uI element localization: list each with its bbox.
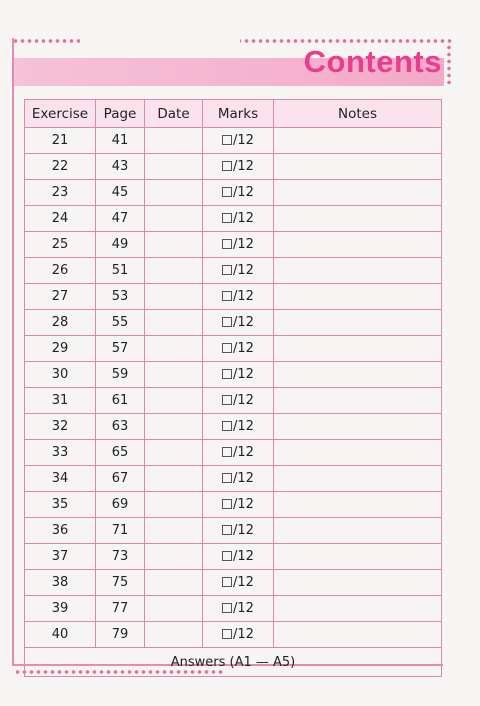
marks-total: /12 [233, 211, 254, 226]
table-row [25, 258, 442, 284]
marks-cell[interactable] [203, 492, 274, 518]
page-number: 67 [96, 466, 145, 492]
marks-cell[interactable] [203, 596, 274, 622]
checkbox-square-icon[interactable] [222, 395, 232, 405]
marks-cell[interactable] [203, 310, 274, 336]
notes-cell[interactable] [274, 232, 442, 258]
marks-total: /12 [233, 627, 254, 642]
date-cell[interactable] [145, 440, 203, 466]
date-cell[interactable] [145, 258, 203, 284]
marks-total: /12 [233, 523, 254, 538]
page-number: 65 [96, 440, 145, 466]
exercise-number: 28 [25, 310, 96, 336]
marks-total: /12 [233, 237, 254, 252]
table-row [25, 492, 442, 518]
col-header-page: Page [96, 100, 145, 128]
table-row [25, 518, 442, 544]
checkbox-square-icon[interactable] [222, 551, 232, 561]
date-cell[interactable] [145, 154, 203, 180]
marks-total: /12 [233, 445, 254, 460]
checkbox-square-icon[interactable] [222, 161, 232, 171]
notes-cell[interactable] [274, 440, 442, 466]
table-row [25, 440, 442, 466]
marks-cell[interactable] [203, 440, 274, 466]
checkbox-square-icon[interactable] [222, 499, 232, 509]
exercise-number: 32 [25, 414, 96, 440]
date-cell[interactable] [145, 388, 203, 414]
page-number: 73 [96, 544, 145, 570]
table-row [25, 596, 442, 622]
checkbox-square-icon[interactable] [222, 265, 232, 275]
table-row [25, 388, 442, 414]
table-row [25, 466, 442, 492]
page-number: 43 [96, 154, 145, 180]
marks-cell[interactable] [203, 622, 274, 648]
dotted-border-right [446, 44, 452, 84]
checkbox-square-icon[interactable] [222, 629, 232, 639]
checkbox-square-icon[interactable] [222, 317, 232, 327]
marks-cell[interactable] [203, 154, 274, 180]
table-row [25, 310, 442, 336]
checkbox-square-icon[interactable] [222, 473, 232, 483]
table-body [25, 128, 442, 648]
checkbox-square-icon[interactable] [222, 369, 232, 379]
exercise-number: 23 [25, 180, 96, 206]
checkbox-square-icon[interactable] [222, 213, 232, 223]
marks-cell[interactable] [203, 518, 274, 544]
date-cell[interactable] [145, 492, 203, 518]
marks-cell[interactable] [203, 362, 274, 388]
notes-cell[interactable] [274, 180, 442, 206]
exercise-number: 27 [25, 284, 96, 310]
marks-total: /12 [233, 367, 254, 382]
checkbox-square-icon[interactable] [222, 421, 232, 431]
notes-cell[interactable] [274, 284, 442, 310]
table-row [25, 414, 442, 440]
checkbox-square-icon[interactable] [222, 135, 232, 145]
contents-table [24, 99, 442, 677]
table-row [25, 180, 442, 206]
page-number: 45 [96, 180, 145, 206]
date-cell[interactable] [145, 622, 203, 648]
table-row [25, 622, 442, 648]
checkbox-square-icon[interactable] [222, 577, 232, 587]
page-number: 49 [96, 232, 145, 258]
checkbox-square-icon[interactable] [222, 343, 232, 353]
exercise-number: 37 [25, 544, 96, 570]
exercise-number: 36 [25, 518, 96, 544]
page-number: 79 [96, 622, 145, 648]
exercise-number: 39 [25, 596, 96, 622]
exercise-number: 25 [25, 232, 96, 258]
notes-cell[interactable] [274, 154, 442, 180]
marks-total: /12 [233, 289, 254, 304]
col-header-marks: Marks [203, 100, 274, 128]
exercise-number: 26 [25, 258, 96, 284]
marks-total: /12 [233, 159, 254, 174]
exercise-number: 38 [25, 570, 96, 596]
marks-cell[interactable] [203, 180, 274, 206]
date-cell[interactable] [145, 466, 203, 492]
date-cell[interactable] [145, 362, 203, 388]
checkbox-square-icon[interactable] [222, 603, 232, 613]
marks-total: /12 [233, 341, 254, 356]
marks-cell[interactable] [203, 128, 274, 154]
page-number: 63 [96, 414, 145, 440]
marks-cell[interactable] [203, 206, 274, 232]
exercise-number: 21 [25, 128, 96, 154]
marks-total: /12 [233, 393, 254, 408]
checkbox-square-icon[interactable] [222, 187, 232, 197]
table-row [25, 232, 442, 258]
exercise-number: 40 [25, 622, 96, 648]
date-cell[interactable] [145, 414, 203, 440]
page-number: 61 [96, 388, 145, 414]
page-number: 53 [96, 284, 145, 310]
marks-cell[interactable] [203, 232, 274, 258]
exercise-number: 24 [25, 206, 96, 232]
table-row [25, 154, 442, 180]
page-number: 51 [96, 258, 145, 284]
marks-total: /12 [233, 497, 254, 512]
notes-cell[interactable] [274, 336, 442, 362]
exercise-number: 33 [25, 440, 96, 466]
date-cell[interactable] [145, 284, 203, 310]
col-header-exercise: Exercise [25, 100, 96, 128]
marks-cell[interactable] [203, 570, 274, 596]
exercise-number: 30 [25, 362, 96, 388]
marks-cell[interactable] [203, 544, 274, 570]
notes-cell[interactable] [274, 492, 442, 518]
date-cell[interactable] [145, 180, 203, 206]
checkbox-square-icon[interactable] [222, 291, 232, 301]
col-header-notes: Notes [274, 100, 442, 128]
date-cell[interactable] [145, 570, 203, 596]
marks-total: /12 [233, 315, 254, 330]
marks-total: /12 [233, 263, 254, 278]
notes-cell[interactable] [274, 388, 442, 414]
page-number: 77 [96, 596, 145, 622]
table-row [25, 284, 442, 310]
checkbox-square-icon[interactable] [222, 447, 232, 457]
date-cell[interactable] [145, 310, 203, 336]
table-row [25, 570, 442, 596]
table-row [25, 206, 442, 232]
notes-cell[interactable] [274, 622, 442, 648]
marks-total: /12 [233, 419, 254, 434]
notes-cell[interactable] [274, 518, 442, 544]
notes-cell[interactable] [274, 258, 442, 284]
marks-cell[interactable] [203, 336, 274, 362]
exercise-number: 35 [25, 492, 96, 518]
page-number: 75 [96, 570, 145, 596]
date-cell[interactable] [145, 336, 203, 362]
notes-cell[interactable] [274, 414, 442, 440]
marks-cell[interactable] [203, 466, 274, 492]
date-cell[interactable] [145, 206, 203, 232]
checkbox-square-icon[interactable] [222, 525, 232, 535]
marks-total: /12 [233, 185, 254, 200]
exercise-number: 34 [25, 466, 96, 492]
exercise-number: 29 [25, 336, 96, 362]
marks-cell[interactable] [203, 388, 274, 414]
exercise-number: 31 [25, 388, 96, 414]
col-header-date: Date [145, 100, 203, 128]
page-number: 57 [96, 336, 145, 362]
notes-cell[interactable] [274, 362, 442, 388]
page-number: 59 [96, 362, 145, 388]
table-row [25, 544, 442, 570]
table-row [25, 128, 442, 154]
table-row [25, 336, 442, 362]
date-cell[interactable] [145, 544, 203, 570]
page-number: 55 [96, 310, 145, 336]
table-row [25, 362, 442, 388]
marks-total: /12 [233, 133, 254, 148]
page-number: 71 [96, 518, 145, 544]
marks-cell[interactable] [203, 414, 274, 440]
notes-cell[interactable] [274, 206, 442, 232]
notes-cell[interactable] [274, 544, 442, 570]
marks-total: /12 [233, 549, 254, 564]
footer-row [25, 648, 442, 677]
page-number: 69 [96, 492, 145, 518]
date-cell[interactable] [145, 518, 203, 544]
notes-cell[interactable] [274, 596, 442, 622]
header-row [25, 100, 442, 128]
page-title: Contents [303, 44, 442, 79]
marks-total: /12 [233, 575, 254, 590]
answers-reference: Answers (A1 — A5) [25, 648, 442, 677]
date-cell[interactable] [145, 596, 203, 622]
page-number: 47 [96, 206, 145, 232]
notes-cell[interactable] [274, 466, 442, 492]
marks-total: /12 [233, 471, 254, 486]
exercise-number: 22 [25, 154, 96, 180]
marks-total: /12 [233, 601, 254, 616]
notes-cell[interactable] [274, 310, 442, 336]
checkbox-square-icon[interactable] [222, 239, 232, 249]
date-cell[interactable] [145, 232, 203, 258]
marks-cell[interactable] [203, 258, 274, 284]
page-number: 41 [96, 128, 145, 154]
date-cell[interactable] [145, 128, 203, 154]
notes-cell[interactable] [274, 128, 442, 154]
marks-cell[interactable] [203, 284, 274, 310]
notes-cell[interactable] [274, 570, 442, 596]
